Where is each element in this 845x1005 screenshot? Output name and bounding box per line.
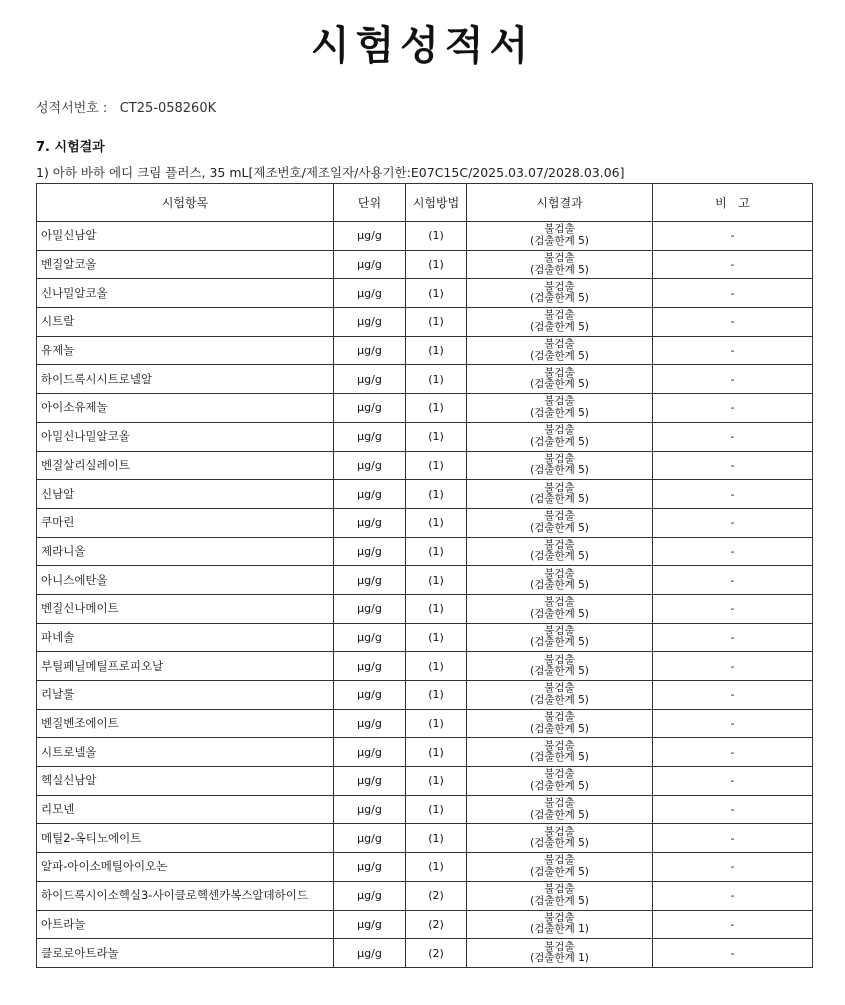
test-result (467, 623, 653, 652)
test-remark: - (653, 709, 813, 738)
test-method: (1) (406, 537, 467, 566)
test-result (467, 824, 653, 853)
test-remark: - (653, 537, 813, 566)
test-unit: μg/g (334, 795, 406, 824)
test-result (467, 422, 653, 451)
test-result (467, 279, 653, 308)
table-row (37, 652, 813, 681)
test-unit: μg/g (334, 508, 406, 537)
test-result (467, 537, 653, 566)
result-value: 불검출 (544, 481, 575, 494)
result-value: 불검출 (544, 854, 575, 867)
detection-limit: (검출한계 5) (530, 579, 589, 592)
test-item-name: 클로로아트라놀 (37, 939, 334, 968)
test-unit: μg/g (334, 709, 406, 738)
test-result (467, 939, 653, 968)
detection-limit: (검출한계 5) (530, 464, 589, 477)
product-line: 1) 아하 바하 에디 크림 플러스, 35 mL[제조번호/제조일자/사용기한:E07C15C/2025.03.07/2028.03.06] (36, 165, 625, 180)
detection-limit: (검출한계 5) (530, 665, 589, 678)
test-unit: μg/g (334, 738, 406, 767)
test-item-name: 시트랄 (37, 308, 334, 337)
test-method: (1) (406, 250, 467, 279)
test-method: (1) (406, 394, 467, 423)
test-item-name: 시트로넬올 (37, 738, 334, 767)
test-result (467, 652, 653, 681)
test-unit: μg/g (334, 222, 406, 251)
test-result (467, 881, 653, 910)
test-method: (1) (406, 480, 467, 509)
test-remark: - (653, 738, 813, 767)
result-value: 불검출 (544, 223, 575, 236)
document-title: 시험성적서 (310, 23, 535, 69)
result-value: 불검출 (544, 653, 575, 666)
table-row (37, 594, 813, 623)
test-remark: - (653, 767, 813, 796)
table-row (37, 250, 813, 279)
test-unit: μg/g (334, 336, 406, 365)
detection-limit: (검출한계 5) (530, 550, 589, 563)
result-value: 불검출 (544, 510, 575, 523)
detection-limit: (검출한계 5) (530, 865, 589, 878)
test-remark: - (653, 250, 813, 279)
test-method: (2) (406, 910, 467, 939)
result-value: 불검출 (544, 797, 575, 810)
test-result (467, 709, 653, 738)
test-unit: μg/g (334, 623, 406, 652)
test-remark: - (653, 480, 813, 509)
table-row (37, 508, 813, 537)
table-row (37, 566, 813, 595)
test-unit: μg/g (334, 250, 406, 279)
test-method: (2) (406, 881, 467, 910)
result-value: 불검출 (544, 682, 575, 695)
test-method: (1) (406, 738, 467, 767)
test-remark: - (653, 566, 813, 595)
table-row (37, 451, 813, 480)
test-unit: μg/g (334, 537, 406, 566)
result-value: 불검출 (544, 768, 575, 781)
table-row (37, 939, 813, 968)
report-number-label: 성적서번호 : (36, 101, 108, 116)
result-value: 불검출 (544, 911, 575, 924)
detection-limit: (검출한계 5) (530, 406, 589, 419)
result-value: 불검출 (544, 338, 575, 351)
test-method: (1) (406, 336, 467, 365)
table-row (37, 222, 813, 251)
test-remark: - (653, 824, 813, 853)
test-remark: - (653, 422, 813, 451)
report-number: CT25-058260K (119, 101, 217, 116)
table-row (37, 709, 813, 738)
test-item-name: 벤질벤조에이트 (37, 709, 334, 738)
test-item-name: 하이드록시시트로넬알 (37, 365, 334, 394)
table-row (37, 623, 813, 652)
result-value: 불검출 (544, 567, 575, 580)
result-value: 불검출 (544, 538, 575, 551)
detection-limit: (검출한계 1) (530, 923, 589, 936)
test-result (467, 365, 653, 394)
header-method: 시험방법 (406, 184, 467, 222)
detection-limit: (검출한계 5) (530, 751, 589, 764)
test-remark: - (653, 652, 813, 681)
test-unit: μg/g (334, 594, 406, 623)
header-unit: 단위 (334, 184, 406, 222)
test-item-name: 리날룰 (37, 681, 334, 710)
test-method: (1) (406, 652, 467, 681)
test-method: (1) (406, 451, 467, 480)
detection-limit: (검출한계 5) (530, 493, 589, 506)
test-result (467, 681, 653, 710)
table-row (37, 537, 813, 566)
results-table (36, 183, 813, 968)
test-item-name: 하이드록시이소헥실3-사이클로헥센카복스알데하이드 (37, 881, 334, 910)
test-unit: μg/g (334, 308, 406, 337)
result-value: 불검출 (544, 452, 575, 465)
test-item-name: 알파-아이소메틸아이오논 (37, 853, 334, 882)
table-row (37, 480, 813, 509)
test-method: (1) (406, 853, 467, 882)
test-unit: μg/g (334, 451, 406, 480)
detection-limit: (검출한계 5) (530, 779, 589, 792)
detection-limit: (검출한계 5) (530, 693, 589, 706)
test-result (467, 795, 653, 824)
detection-limit: (검출한계 5) (530, 837, 589, 850)
test-item-name: 메틸2-옥티노에이트 (37, 824, 334, 853)
test-item-name: 아트라놀 (37, 910, 334, 939)
test-remark: - (653, 853, 813, 882)
test-unit: μg/g (334, 910, 406, 939)
table-row (37, 881, 813, 910)
test-result (467, 480, 653, 509)
table-body (37, 222, 813, 968)
test-result (467, 738, 653, 767)
test-result (467, 222, 653, 251)
test-method: (1) (406, 824, 467, 853)
report-number-line (36, 97, 216, 116)
test-remark: - (653, 594, 813, 623)
test-item-name: 파네솔 (37, 623, 334, 652)
table-row (37, 795, 813, 824)
test-remark: - (653, 451, 813, 480)
test-remark: - (653, 222, 813, 251)
test-method: (1) (406, 594, 467, 623)
table-row (37, 279, 813, 308)
test-remark: - (653, 681, 813, 710)
test-unit: μg/g (334, 681, 406, 710)
table-row (37, 910, 813, 939)
table-row (37, 394, 813, 423)
test-item-name: 신남알 (37, 480, 334, 509)
test-unit: μg/g (334, 939, 406, 968)
detection-limit: (검출한계 5) (530, 521, 589, 534)
test-result (467, 508, 653, 537)
test-result (467, 767, 653, 796)
test-item-name: 유제놀 (37, 336, 334, 365)
table-row (37, 853, 813, 882)
test-unit: μg/g (334, 853, 406, 882)
table-row (37, 738, 813, 767)
result-value: 불검출 (544, 280, 575, 293)
test-unit: μg/g (334, 422, 406, 451)
result-value: 불검출 (544, 366, 575, 379)
test-remark: - (653, 279, 813, 308)
test-remark: - (653, 910, 813, 939)
test-result (467, 566, 653, 595)
result-value: 불검출 (544, 739, 575, 752)
test-result (467, 910, 653, 939)
test-result (467, 594, 653, 623)
test-method: (1) (406, 365, 467, 394)
test-remark: - (653, 308, 813, 337)
test-method: (1) (406, 222, 467, 251)
test-method: (1) (406, 709, 467, 738)
test-item-name: 아이소유제놀 (37, 394, 334, 423)
table-row (37, 422, 813, 451)
test-remark: - (653, 795, 813, 824)
table-row (37, 824, 813, 853)
test-remark: - (653, 939, 813, 968)
result-value: 불검출 (544, 309, 575, 322)
detection-limit: (검출한계 5) (530, 722, 589, 735)
test-unit: μg/g (334, 652, 406, 681)
test-result (467, 394, 653, 423)
result-value: 불검출 (544, 424, 575, 437)
table-row (37, 681, 813, 710)
detection-limit: (검출한계 5) (530, 894, 589, 907)
detection-limit: (검출한계 5) (530, 378, 589, 391)
test-unit: μg/g (334, 767, 406, 796)
detection-limit: (검출한계 5) (530, 435, 589, 448)
detection-limit: (검출한계 5) (530, 349, 589, 362)
detection-limit: (검출한계 5) (530, 636, 589, 649)
test-method: (1) (406, 623, 467, 652)
test-method: (1) (406, 422, 467, 451)
result-value: 불검출 (544, 940, 575, 953)
test-unit: μg/g (334, 365, 406, 394)
test-method: (1) (406, 795, 467, 824)
test-result (467, 451, 653, 480)
header-remark: 비 고 (653, 184, 813, 222)
test-unit: μg/g (334, 394, 406, 423)
test-item-name: 벤질신나메이트 (37, 594, 334, 623)
detection-limit: (검출한계 5) (530, 263, 589, 276)
test-unit: μg/g (334, 480, 406, 509)
test-result (467, 250, 653, 279)
test-item-name: 헥실신남알 (37, 767, 334, 796)
test-unit: μg/g (334, 881, 406, 910)
test-method: (1) (406, 508, 467, 537)
result-value: 불검출 (544, 624, 575, 637)
detection-limit: (검출한계 1) (530, 952, 589, 965)
test-item-name: 신나밀알코올 (37, 279, 334, 308)
result-value: 불검출 (544, 252, 575, 265)
test-item-name: 부틸페닐메틸프로피오날 (37, 652, 334, 681)
test-method: (1) (406, 308, 467, 337)
table-row (37, 767, 813, 796)
test-result (467, 308, 653, 337)
detection-limit: (검출한계 5) (530, 292, 589, 305)
test-remark: - (653, 365, 813, 394)
table-row (37, 308, 813, 337)
test-item-name: 제라니올 (37, 537, 334, 566)
test-method: (1) (406, 681, 467, 710)
test-result (467, 853, 653, 882)
test-unit: μg/g (334, 279, 406, 308)
test-item-name: 쿠마린 (37, 508, 334, 537)
result-value: 불검출 (544, 596, 575, 609)
test-item-name: 아밀신나밀알코올 (37, 422, 334, 451)
test-item-name: 벤질알코올 (37, 250, 334, 279)
header-result: 시험결과 (467, 184, 653, 222)
result-value: 불검출 (544, 711, 575, 724)
test-item-name: 아밀신남알 (37, 222, 334, 251)
section-title: 7. 시험결과 (36, 140, 105, 155)
table-row (37, 365, 813, 394)
test-method: (2) (406, 939, 467, 968)
detection-limit: (검출한계 5) (530, 234, 589, 247)
header-item: 시험항목 (37, 184, 334, 222)
test-item-name: 리모넨 (37, 795, 334, 824)
test-unit: μg/g (334, 824, 406, 853)
test-item-name: 벤질살리실레이트 (37, 451, 334, 480)
test-result (467, 336, 653, 365)
test-method: (1) (406, 279, 467, 308)
test-item-name: 아니스에탄올 (37, 566, 334, 595)
test-unit: μg/g (334, 566, 406, 595)
result-value: 불검출 (544, 825, 575, 838)
test-remark: - (653, 336, 813, 365)
detection-limit: (검출한계 5) (530, 808, 589, 821)
table-header-row (37, 184, 813, 222)
detection-limit: (검출한계 5) (530, 607, 589, 620)
result-value: 불검출 (544, 395, 575, 408)
test-remark: - (653, 881, 813, 910)
test-method: (1) (406, 566, 467, 595)
test-remark: - (653, 508, 813, 537)
test-remark: - (653, 394, 813, 423)
test-method: (1) (406, 767, 467, 796)
detection-limit: (검출한계 5) (530, 320, 589, 333)
result-value: 불검출 (544, 883, 575, 896)
test-remark: - (653, 623, 813, 652)
table-row (37, 336, 813, 365)
